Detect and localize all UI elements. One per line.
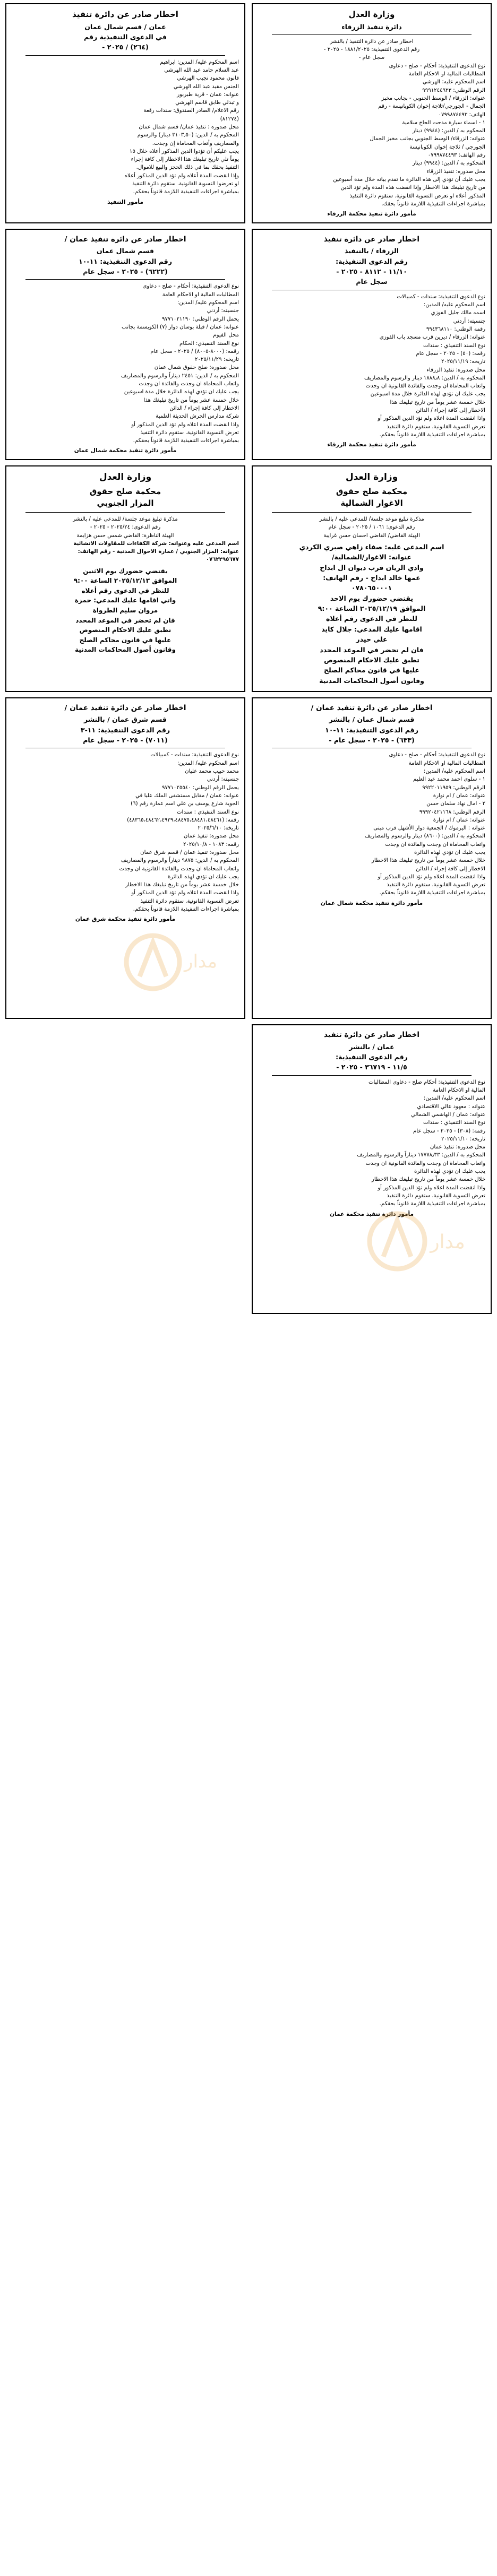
notice-line: واذا انقضت المدة اعلاه ولم تؤد الدين المذكور أو — [131, 890, 239, 896]
notice-case-number: (٦٣٣) - ٢٠٢٥ - سجل عام - — [329, 736, 415, 745]
divider — [272, 1075, 472, 1076]
notice-case-number: رقم الدعوى التنفيذية: ١٨٨١/٢٠٢٥ - ٢٠٢٥ - — [323, 47, 420, 53]
notice-title: اخطار صادر عن دائرة تنفيذ عمان / — [64, 235, 186, 244]
notice-card-4 — [252, 229, 492, 460]
notice-line: الجورجي / ثلاجة إخوان الكوبانيسة — [409, 144, 485, 150]
notice-line: يحمل الرقم الوطني: ٩٧٧١٠٢١١٩٠ — [162, 316, 239, 322]
divider — [272, 512, 472, 513]
notice-line: ٠٧٦٢٢٩٥٦٧٧ — [205, 557, 239, 563]
notice-line: تطبق عليك الاحكام المنصوص — [324, 655, 419, 664]
notice-line: المالية او الاحكام العامة — [433, 1087, 485, 1094]
notice-case-number: (٢٦٤) / ٢٠٢٥ - — [102, 43, 149, 51]
notice-case-extra: سجل عام - — [358, 55, 385, 61]
watermark-logo — [360, 1196, 482, 1286]
notice-line: عنوانه: الزرقاء/ الوسط الجنوبي بجانب مخبز الجمال — [370, 136, 485, 142]
notice-line: نوع الدعوى التنفيذية: أحكام - صلح - دعاوى — [142, 283, 239, 290]
notice-line: المحكوم به / الدين: (٨٦٠٠) دينار والرسوم والمصاريف — [364, 833, 485, 840]
court-name: محكمة صلح حقوق — [89, 486, 161, 496]
notice-line: الجمال - الجورجي/ثلاجة إخوان الكوبانيسة - رقم — [378, 103, 485, 110]
notice-line: عنوانه: الاغوار/الشمالية/ — [331, 553, 412, 561]
notice-line: الموافق ٢٠٢٥/١٢/١٩ الساعة ٩:٠٠ — [318, 604, 426, 613]
notice-footer: مأمور دائرة تنفيذ محكمة شرق عمان — [75, 916, 176, 923]
notice-line: يوماً تلي تاريخ تبليغك هذا الاخطار إلى كافة إجراء — [131, 157, 239, 163]
notice-line: عنوانه: الزرقاء / ديرين قرب مسجد باب الفوزي — [379, 334, 485, 341]
notice-line: تعرض التسوية القانونية. ستقوم دائرة التنفيذ — [140, 898, 239, 904]
notice-line: مروان سليم الطرواة — [92, 607, 158, 615]
notice-subtitle: الزرقاء / بالتنفيذ — [344, 247, 399, 255]
notice-subtitle: قسم شرق عمان / بالنشر — [84, 715, 167, 724]
notice-line: الرقم الوطني: ٩٩٩٢٠٤٢١١٦٨ — [419, 809, 485, 815]
notice-line: بمباشرة اجراءات التنفيذية اللازمة قانوناً بحقكم. — [379, 890, 485, 896]
notice-card-6 — [252, 465, 492, 692]
notice-line: نوع الدعوى التنفيذية: أحكام - صلح - دعاوى — [389, 752, 485, 758]
notice-line: يجب عليك ان تؤدي لهذه الدائرة — [414, 850, 485, 855]
notice-footer: مأمور دائرة تنفيذ محكمة شمال عمان — [74, 447, 177, 454]
notice-title: اخطار صادر عن دائرة تنفيذ — [324, 235, 419, 244]
notice-line: عنوانه: الزرقاء / الوسط الجنوبي - بجانب مخبز — [381, 95, 485, 101]
notice-title: اخطار صادر عن دائرة تنفيذ عمان / — [311, 704, 433, 713]
notice-line: للنظر في الدعوى رقم أعلاه — [326, 615, 417, 623]
notice-line: المطالبات المالية او الاحكام العامة — [408, 760, 485, 766]
notice-line: عنوانه: المزار الجنوبي / عمارة الاحوال المدنية - رقم الهاتف: — [78, 549, 239, 555]
notice-line: يقتضي حضورك يوم الاثنين — [83, 567, 168, 575]
notice-line: محمد حبيب محمد عليان — [185, 768, 239, 775]
notice-line: يجب عليك ان تؤدي لهذه الدائرة خلال مدة اسبوعين — [124, 389, 239, 395]
notice-card-5 — [5, 465, 245, 692]
notice-line: واتعاب المحاماة ان وجدت والفائدة القانونية ان وجدت — [365, 1160, 485, 1166]
notice-line: وقانون أصول المحاكمات المدنية — [75, 646, 176, 654]
notice-line: جنسيته: أردني — [207, 776, 239, 783]
notice-case-number: (٧٠١١) - ٢٠٢٥ - سجل عام — [83, 736, 168, 745]
divider — [25, 279, 225, 280]
notice-title: وزارة العدل — [345, 472, 398, 483]
notice-line: رقمه الوطني: ٩٩٤٣٦٨١١٠ — [426, 326, 485, 333]
notice-line: قانون محمود نجيب الهرشي — [177, 75, 239, 82]
divider — [25, 512, 225, 513]
notice-line: رقمه: ١٠٨٣ - ٢٠٢٥/١٠/٨ — [183, 841, 239, 848]
notice-line: واذا انقضت المدة اعلاه ولم تؤد الدين المذكور أو — [378, 1185, 485, 1191]
notice-subtitle: عمان / قسم شمال عمان — [84, 22, 166, 31]
notice-header-note: اخطار صادر عن دائرة التنفيذ / بالنشر — [330, 38, 414, 45]
notice-title: اخطار صادر عن دائرة تنفيذ عمان / — [64, 704, 186, 713]
notice-card-1 — [5, 3, 245, 223]
notice-subtitle: قسم شمال عمان — [97, 247, 154, 255]
notice-line: الجوبة شارع يوسف بن علي اسم عمارة رقم (٦) — [131, 801, 239, 807]
notice-line: واتعاب المحاماة ان وجدت والفائدة القانونية ان وجدت — [365, 383, 485, 390]
notice-line: محل صدوره: تنفيذ عمان / قسم شرق عمان — [140, 850, 239, 855]
notice-line: وادي الريان قرب ديوان ال ابداح — [320, 563, 424, 572]
notice-line: بمباشرة اجراءات التنفيذية اللازمة قانوناً بحقكم. — [133, 189, 239, 195]
notice-line: خلال خمسة عشر يوماً من تاريخ تبليغك هذا الاخطار — [371, 858, 485, 864]
notice-line: محل صدوره: تنفيذ عمان — [430, 1144, 485, 1151]
notice-line: بمباشرة اجراءات التنفيذية اللازمة قانوناً بحقكم. — [379, 431, 485, 438]
notice-line: واتعاب المحاماة ان وجدت والفائدة ان وجدت — [139, 381, 239, 387]
notice-line: بمباشرة اجراءات التنفيذية اللازمة قانوناً بحقكم. — [379, 1201, 485, 1207]
notice-line: وقانون أصول المحاكمات المدنية — [319, 676, 424, 685]
notice-line: تعرض التسوية القانونية. ستقوم دائرة التنفيذ — [387, 423, 485, 430]
notice-line: المطالبات المالية او الاحكام العامة — [162, 291, 239, 298]
court-branch: المزار الجنوبي — [97, 498, 154, 508]
notice-line: محل الفيوم — [213, 332, 239, 339]
notice-line: المحكوم به / الدين: (٩٩٤٤) دينار — [412, 128, 485, 134]
notice-line: اقامها عليك المدعي: جلال كايد — [321, 625, 422, 633]
notice-line: جنسيته: أردني — [207, 308, 239, 314]
notice-case-line: في الدعوى التنفيذية رقم — [84, 32, 167, 41]
notice-line: يجب عليك ان تؤدي لهذه الدائرة خلال مدة اسبوعين — [370, 391, 485, 397]
notice-line: بمباشرة اجراءات التنفيذية اللازمة قانوناً بحقك. — [381, 201, 485, 207]
divider — [25, 55, 225, 56]
notice-footer: مأمور دائرة تنفيذ محكمة شمال عمان — [320, 900, 423, 906]
notice-line: عنوانه : معهود عالي الاقتصادي — [417, 1103, 485, 1110]
notice-line: نوع الدعوى التنفيذية: سندات - كمبيالات — [150, 752, 239, 758]
notice-card-8 — [252, 697, 492, 1019]
notice-line: للنظر في الدعوى رقم أعلاه — [81, 586, 169, 594]
notice-line: عنوانه: عمان / ام نوارة — [433, 817, 485, 823]
notice-line: المذكور أعلاه او تعرض التسوية القانونية. ستقوم دائرة التنفيذ — [349, 193, 485, 199]
svg-text:مدار: مدار — [430, 1231, 465, 1253]
notice-line: محل صدوره: تنفيذ الزرقاء — [426, 367, 485, 373]
notice-line: بمباشرة اجراءات التنفيذية اللازمة قانوناً بحقكم. — [133, 906, 239, 913]
notice-line: واذا انقضت المدة اعلاه ولم تؤد الدين المذكور أو — [131, 421, 239, 428]
notice-line: رقمه: (٨٠٠٠-٨٠٠٥) / ٢٠٢٥ - سجل عام — [150, 348, 239, 355]
notice-line: خلال خمسة عشر يوماً من تاريخ تبليغك هذا الاخطار — [371, 1177, 485, 1183]
notice-line: المحكوم به / الدين: (٩٩٤٤) دينار — [412, 160, 485, 167]
court-name: محكمة صلح حقوق — [336, 486, 408, 496]
notice-line: تعرض التسوية القانونية. ستقوم دائرة التنفيذ — [387, 882, 485, 888]
notice-case-number: رقم الدعوى: ٢٠٢٥/٢٤ - ٢٠٢٥ - — [90, 524, 161, 531]
notice-case-number: (٦٢٢٢) - ٢٠٢٥ - سجل عام — [83, 267, 168, 276]
notice-line: محل صدوره: تنفيذ الزرقاء — [426, 168, 485, 175]
notice-footer: مأمور دائرة تنفيذ محكمة الزرقاء — [327, 211, 416, 218]
notice-card-3 — [5, 229, 245, 460]
notice-line: تاريخه: ٢٠٢٥/١١/١٩ — [441, 359, 485, 365]
notice-line: نوع السند التنفيذي : سندات — [423, 1120, 485, 1126]
notice-line: ٢ - امال نهاد سلمان حسن — [426, 801, 485, 807]
notice-case-extra: سجل عام — [356, 278, 388, 286]
notice-line: رقمه: (٥٠) - ٢٠٢٥ - سجل عام — [416, 350, 485, 357]
notice-line: نوع السند التنفيذي : سندات — [176, 809, 239, 815]
notice-line: الاخطار إلى كافة إجراء / الدائن — [416, 408, 485, 414]
notice-line: فان لم تحضر في الموعد المحدد — [320, 645, 424, 654]
notice-line: اسم المحكوم عليه/ المدين: ابراهيم — [160, 59, 239, 65]
notice-line: و تبدلي طابق قاسم الهرشي — [175, 100, 239, 106]
notice-line: تعرض التسوية القانونية. ستقوم دائرة التنفيذ — [387, 1192, 485, 1199]
notice-line: رقم الاعلام/ الصادر الصندوق: سندات رقعة — [143, 108, 239, 114]
notice-subtitle: قسم شمال عمان / بالنشر — [329, 715, 415, 724]
notice-line: المحكوم به / الدين: (٣١٠٣٫٥٠ دينار) والرسوم — [137, 132, 239, 139]
notice-line: (٨١٢٧٤) — [220, 116, 239, 122]
notice-subtitle: دائرة تنفيذ الزرقاء — [341, 22, 402, 31]
notice-line: وإذا انقضت المدة أعلاه ولم تؤد الدين المذكور أعلاه — [124, 172, 239, 179]
notice-line: المحكوم به / الدين: ٢٤٥١ ديناراً والرسوم والمصاريف — [121, 373, 239, 379]
notice-line: واذا انقضت المدة اعلاه ولم تؤد الدين المذكور أو — [378, 416, 485, 422]
notice-line: المحكوم به / الدين: ٩٨٧٥ ديناراً والرسوم والمصاريف — [121, 858, 239, 864]
notice-line: خلال خمسة عشر يوماً من تاريخ تبليغك هذا الاخطار — [125, 882, 239, 888]
notice-line: نوع الدعوى التنفيذية: أحكام - صلح - دعاوى — [389, 63, 485, 69]
notice-card-7 — [5, 697, 245, 1019]
notice-title: اخطار صادر عن دائرة تنفيذ — [324, 1031, 419, 1040]
notice-line: يجب عليك ان تؤدي لهذه الدائرة — [414, 1169, 485, 1175]
notice-title: وزارة العدل — [99, 472, 152, 483]
notice-line: جنسيته: أردني — [453, 318, 485, 324]
notice-line: عليها في قانون محاكم الصلح — [324, 666, 419, 675]
notice-panel: الهيئة القاضي/ القاضي احسان حسن غرايبة — [323, 532, 420, 539]
notice-line: المطالبات المالية او الاحكام العامة — [408, 71, 485, 77]
notice-line: تاريخه: ٢٠٢٥/١١/٢٩ — [194, 357, 239, 363]
notice-card-2 — [252, 3, 492, 223]
notice-case-number: ١١/١٠ - ٨١١٢ - ٢٠٢٥ - — [336, 267, 407, 276]
notice-line: من تاريخ تبليغك هذا الاخطار وإذا انقضت هذه المدة ولم تؤد الدين — [340, 185, 485, 191]
notice-card-9 — [252, 1024, 492, 1313]
notice-title: اخطار صادر عن دائرة تنفيذ — [72, 10, 178, 19]
notice-header-note: مذكرة تبليغ موعد جلسة/ للمدعى عليه / بالنشر — [319, 516, 424, 522]
notice-footer: مأمور التنفيذ — [107, 198, 143, 205]
notice-line: تاريخه: ٢٠٢٥/٦/١٠ — [198, 825, 239, 832]
notice-line: واتي اقامها عليك المدعي: حمزة — [74, 597, 176, 604]
notice-line: خلال خمسة عشر يوماً من تاريخ تبليغك هذا — [143, 397, 239, 403]
notice-line: نوع السند التنفيذي : سندات — [423, 342, 485, 349]
notices-grid — [5, 3, 492, 1314]
notice-line: اسمه مالك جليل الفوزي — [431, 310, 485, 316]
notice-line: الرقم الوطني: ٩٩٢٢٠١١٩٥٩ — [422, 784, 485, 791]
notice-line: يجب عليكم أن تؤدوا الدين المذكور أعلاه خلال ١٥ — [129, 148, 239, 154]
notice-line: واتعاب المحاماة ان وجدت والفائدة ان وجدت — [385, 841, 485, 848]
notice-line: تطبق عليك الاحكام المنصوص — [79, 626, 172, 634]
notice-case-line: رقم الدعوى التنفيذية: ١١-١٠ — [79, 257, 172, 265]
notice-header-note: مذكرة تبليغ موعد جلسة/ للمدعى عليه / بالنشر — [73, 516, 178, 522]
notice-line: عليها في قانون محاكم الصلح — [79, 636, 172, 644]
notice-line: اسم المحكوم عليه/ المدين: — [177, 300, 239, 306]
notice-title: وزارة العدل — [348, 10, 395, 19]
notice-line: واذا انقضت المدة اعلاه ولم تؤد الدين المذكور أو — [378, 874, 485, 880]
notice-line: رقمه: (٣٠٨) - ٢٠٢٥ - سجل عام — [413, 1128, 485, 1134]
notice-line: الهاتف: ٠٧٩٩٨٧٤٤٩٣ — [438, 111, 485, 118]
notice-case-line: رقم الدعوى التنفيذية: — [336, 1053, 408, 1061]
notice-line: علي حيدر — [356, 635, 388, 644]
notice-line: اسم المحكوم عليه/ المدين: — [423, 768, 485, 775]
notice-line: اسم المدعى عليه: صفاء زاهي صبري الكردي — [299, 542, 444, 551]
notice-line: عنوانه : اليرموك / الجمعية دوار الأشهل قرب مبنى — [373, 825, 485, 832]
notice-case-line: رقم الدعوى التنفيذية: ١١-١٠ — [325, 725, 418, 734]
notice-line: ٠٧٨٠٦٥٠٠٠١ — [351, 584, 392, 592]
notice-line: اسم المدعى عليه وعنوانه: شركة الكفاءات للمقاولات الانشائية — [73, 540, 239, 547]
notice-line: اسم المحكوم عليه/ المدين: — [423, 302, 485, 308]
notice-line: عنوانه: عمان - قرية طبربور — [177, 91, 239, 98]
notice-line: والمصاريف وأتعاب المحاماة إن وجدت. — [152, 140, 239, 146]
court-branch: الاغوار الشمالية — [340, 498, 403, 508]
notice-line: محل صدوره : تنفيذ عمان/ قسم شمال عمان — [139, 124, 239, 130]
divider — [272, 34, 472, 35]
notice-line: فان لم تحضر في الموعد المحدد — [75, 616, 175, 624]
notice-line: نوع السند التنفيذي: الحكام — [179, 340, 239, 347]
notice-line: او تعرضوا التسوية القانونية. ستقوم دائرة التنفيذ — [132, 181, 239, 187]
notice-footer: مأمور دائرة تنفيذ محكمة الزرقاء — [327, 442, 416, 448]
notice-case-number: ١١/٥ - ٣٦٧١٩ - ٢٠٢٥ - — [336, 1063, 407, 1071]
notice-line: بمباشرة اجراءات التنفيذية اللازمة قانوناً بحقكم. — [133, 438, 239, 444]
notice-line: محل صدوره: صلح حقوق شمال عمان — [154, 365, 239, 371]
notice-line: عنوانه: عمان / مقابل مستشفى الملك عليا في — [135, 792, 239, 799]
notice-subtitle: عمان / بالنشر — [349, 1042, 395, 1051]
notice-line: عمها خالد ابداح - رقم الهاتف: — [323, 573, 421, 582]
notice-line: محل صدوره: تنفيذ عمان — [183, 833, 239, 840]
watermark-logo — [121, 917, 243, 1007]
notice-line: الاخطار إلى كافة إجراء / الدائن — [416, 866, 485, 872]
notice-line: ١ - سلوى احمد محمد عبد العليم — [413, 776, 485, 783]
notice-line: الموافق ٢٠٢٥/١٢/١٣ الساعة ٩:٠٠ — [73, 577, 177, 585]
notice-line: يحمل الرقم الوطني: ٩٧٧١٠٢٥٥٤٠ — [162, 784, 239, 791]
notice-line: عنوانه: عمان / الهاشمي الشمالي — [410, 1111, 485, 1118]
notice-line: شركة مدارس الجرش الحديثة العلمية — [156, 413, 239, 420]
notice-line: خلال خمسة عشر يوماً من تاريخ تبليغك هذا — [390, 399, 485, 405]
notice-line: اسم المحكوم عليه/ المدين: — [177, 760, 239, 766]
notice-line: نوع الدعوى التنفيذية: أحكام صلح - دعاوى المطالبات — [368, 1079, 485, 1085]
notice-line: يجب عليك أن تؤدي إلى هذه الدائرة ما تقدم بيانه خلال مدة أسبوعين — [333, 176, 485, 183]
notice-case-line: رقم الدعوى التنفيذية: ١١-٣ — [80, 725, 170, 734]
svg-text:مدار: مدار — [184, 951, 217, 973]
notice-line: واتعاب المحاماة ان وجدت والفائدة القانونية ان وجدت — [119, 866, 239, 872]
notice-line: رقم الهاتف: ٠٧٩٩٨٧٤٤٩٣ — [427, 152, 485, 159]
notice-line: التنفيذ بحقك بما في ذلك الحجز والبيع للاموال. — [136, 165, 239, 171]
notice-line: عنوانه: عمان / ام نوارة — [433, 792, 485, 799]
notice-case-number: رقم الدعوى: ١٠٦١ / ٢٠٢٥ - سجل عام — [328, 524, 415, 531]
notice-line: تاريخه: ٢٠٢٥/١١/١٠ — [441, 1136, 485, 1142]
notice-line: المحكوم به / الدين: ١٨٨٨٫٨ دينار والرسوم والمصاريف — [364, 375, 485, 381]
notice-line: اسم المحكوم عليه/ المدين: — [423, 1095, 485, 1102]
notice-line: الاخطار إلى كافة إجراء / الدائن — [169, 405, 239, 411]
notice-line: يجب عليك ان تؤدي لهذه الدائرة — [167, 874, 239, 880]
notice-panel: الهيئة الناظرة: القاضي شمس حسن هزايمة — [76, 532, 174, 539]
notice-line: نوع الدعوى التنفيذية: سندات - كمبيالات — [397, 293, 485, 300]
notice-line: عنوانه: عمان / قبلة بوسان دوار (٧) الكويسمة بجانب — [122, 324, 239, 330]
notice-line: يقتضي حضورك يوم الاحد — [330, 594, 414, 602]
notice-footer: مأمور دائرة تنفيذ محكمة عمان — [329, 1211, 414, 1217]
notice-line: رقمه: (٤٨٣٦٥،٤٨٤٦٢،٤٩٢٩،٤٨٤٧٥،٤٨٤٨١،٤٨٤٦١) — [127, 817, 239, 823]
notice-line: الجنس مقيد عبد الله الهرشي — [173, 83, 239, 90]
notice-line: ١ - اسماء سيارة مدحت الحاج سلامية — [402, 119, 485, 126]
notice-line: المحكوم به / الدين: ١٧٧٧٨٫٣٣ ديناراً والرسوم والمصاريف — [357, 1152, 485, 1159]
notice-case-line: رقم الدعوى التنفيذية: — [336, 257, 408, 265]
notice-line: عبد السلام حامد عبد الله الهرشي — [164, 67, 239, 73]
notice-line: تعرض التسوية القانونية. ستقوم دائرة التنفيذ — [140, 429, 239, 436]
notice-line: اسم المحكوم عليه: الهرشي — [422, 79, 485, 85]
notice-line: الرقم الوطني: ٩٩٩١٢٤٤٩٢٣ — [422, 87, 485, 93]
